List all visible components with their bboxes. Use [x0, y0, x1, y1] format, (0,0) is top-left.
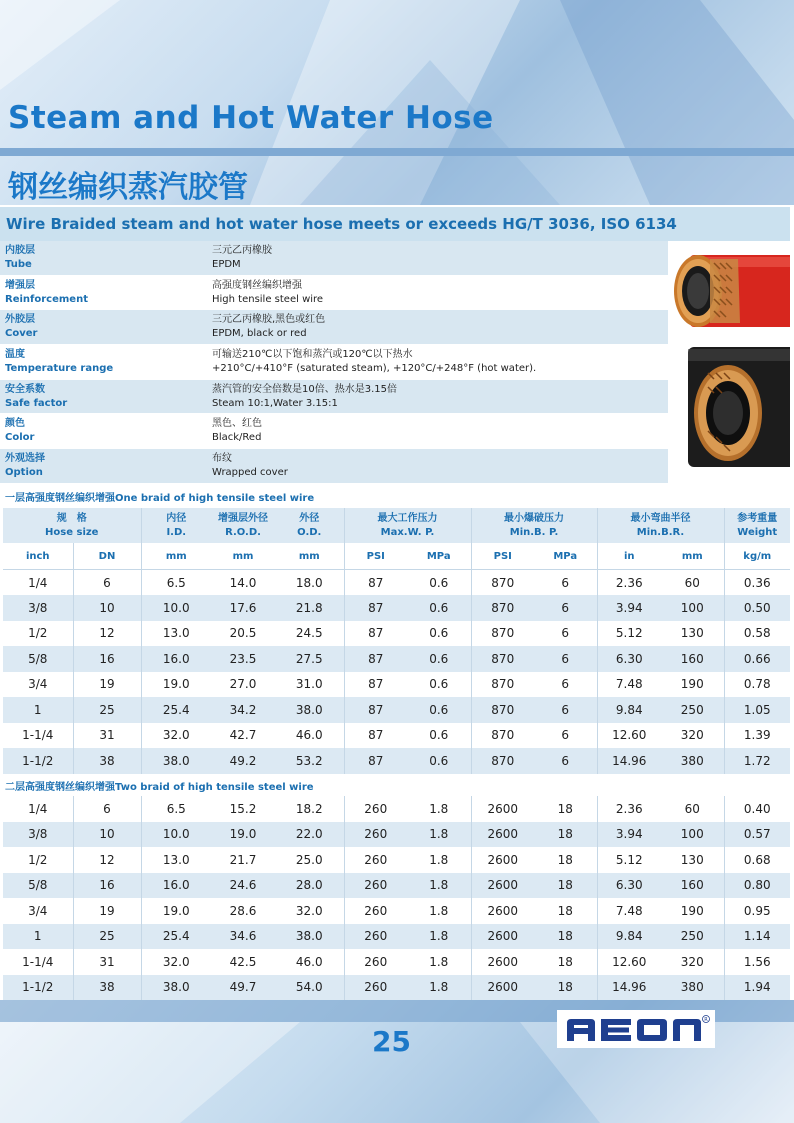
table-cell: 6 — [534, 723, 597, 749]
spec-label — [5, 244, 35, 272]
table-cell: 260 — [344, 873, 407, 899]
spec-list — [0, 241, 668, 484]
spec-row-tube — [0, 241, 668, 276]
spec-label-en: Reinforcement — [5, 293, 88, 305]
table-row — [3, 595, 790, 621]
spec-label-cn: 增强层 — [5, 279, 35, 291]
table-cell: 25.0 — [275, 847, 344, 873]
table-row — [3, 822, 790, 848]
table-cell: 19.0 — [211, 822, 275, 848]
table-cell: 2600 — [471, 796, 534, 822]
page-title-chinese: 钢丝编织蒸汽胶管 — [8, 170, 248, 205]
table-cell: 27.0 — [211, 672, 275, 698]
table-cell: 0.80 — [724, 873, 790, 899]
table-cell: 2.36 — [597, 796, 661, 822]
table-cell: 9.84 — [597, 697, 661, 723]
table-cell: 0.50 — [724, 595, 790, 621]
table-cell: 13.0 — [141, 621, 211, 647]
spec-value-en: EPDM — [212, 259, 241, 270]
svg-text:R: R — [704, 1016, 708, 1023]
table-cell: 18 — [534, 873, 597, 899]
aeon-logo-mark — [561, 1013, 711, 1045]
table-cell: 1 — [3, 924, 73, 950]
table-cell: 87 — [344, 723, 407, 749]
table-cell: 5/8 — [3, 873, 73, 899]
table-cell: 31 — [73, 949, 141, 975]
spec-label-en: Tube — [5, 259, 32, 270]
table-cell: 870 — [471, 723, 534, 749]
table-cell: 1.8 — [407, 898, 471, 924]
table-cell: 17.6 — [211, 595, 275, 621]
table-cell: 24.6 — [211, 873, 275, 899]
table-cell: 87 — [344, 621, 407, 647]
table-cell: 0.6 — [407, 672, 471, 698]
table-cell: 870 — [471, 646, 534, 672]
table-cell: 260 — [344, 975, 407, 1001]
table-cell: 38.0 — [141, 748, 211, 774]
table-cell: 160 — [661, 646, 724, 672]
red-hose-icon — [674, 255, 790, 327]
table-cell: 12.60 — [597, 949, 661, 975]
table-cell: 53.2 — [275, 748, 344, 774]
page-title: Steam and Hot Water Hose — [8, 100, 494, 136]
table-cell: 6 — [73, 570, 141, 596]
table-cell: 18 — [534, 847, 597, 873]
table-cell: 6 — [73, 796, 141, 822]
table-cell: 87 — [344, 748, 407, 774]
id-header: 内径 I.D. — [141, 508, 211, 543]
table-cell: 1/4 — [3, 570, 73, 596]
spec-label-en: Temperature range — [5, 363, 114, 375]
unit-cell: mm — [661, 543, 724, 570]
table-cell: 19 — [73, 672, 141, 698]
table-cell: 14.96 — [597, 975, 661, 1001]
one-braid-table — [3, 508, 790, 774]
table-cell: 10.0 — [141, 822, 211, 848]
table-cell: 1/4 — [3, 796, 73, 822]
table-cell: 12.60 — [597, 723, 661, 749]
spec-value-en: Steam 10:1,Water 3.15:1 — [212, 397, 338, 409]
spec-label-cn: 外胶层 — [5, 314, 35, 326]
table-cell: 60 — [661, 570, 724, 596]
table-header-row — [3, 508, 790, 543]
table-cell: 3/8 — [3, 822, 73, 848]
table-cell: 12 — [73, 621, 141, 647]
unit-cell: MPa — [534, 543, 597, 570]
table-cell: 1-1/4 — [3, 949, 73, 975]
table-cell: 18.2 — [275, 796, 344, 822]
table-cell: 6.5 — [141, 570, 211, 596]
spec-value-en: EPDM, black or red — [212, 328, 307, 340]
spec-row-temperature — [0, 345, 668, 380]
table-cell: 10 — [73, 595, 141, 621]
two-braid-table — [3, 796, 790, 1000]
table-cell: 19.0 — [141, 672, 211, 698]
table-cell: 14.96 — [597, 748, 661, 774]
spec-label-en: Cover — [5, 328, 38, 340]
table-cell: 190 — [661, 898, 724, 924]
table-row — [3, 873, 790, 899]
spec-value-en: +210°C/+410°F (saturated steam), +120°C/+248°F (hot water). — [212, 363, 537, 375]
table-cell: 87 — [344, 672, 407, 698]
spec-value-en: Wrapped cover — [212, 467, 288, 479]
table-cell: 250 — [661, 697, 724, 723]
spec-value-cn: 三元乙丙橡胶,黑色或红色 — [212, 314, 326, 326]
table-cell: 0.6 — [407, 570, 471, 596]
unit-cell: mm — [141, 543, 211, 570]
spec-label — [5, 348, 113, 376]
table-cell: 42.7 — [211, 723, 275, 749]
table-cell: 12 — [73, 847, 141, 873]
spec-value-en: High tensile steel wire — [212, 293, 324, 305]
table-cell: 1/2 — [3, 847, 73, 873]
table-cell: 38.0 — [141, 975, 211, 1001]
table-cell: 46.0 — [275, 949, 344, 975]
table-row — [3, 748, 790, 774]
table-cell: 1.8 — [407, 975, 471, 1001]
rod-header: 增强层外径 R.O.D. — [211, 508, 275, 543]
spec-label-cn: 温度 — [5, 349, 25, 361]
table-cell: 1.94 — [724, 975, 790, 1001]
table-cell: 260 — [344, 949, 407, 975]
table-cell: 870 — [471, 595, 534, 621]
table-cell: 19.0 — [141, 898, 211, 924]
spec-value-cn: 高强度钢丝编织增强 — [212, 279, 302, 291]
table-cell: 160 — [661, 873, 724, 899]
table-cell: 1.8 — [407, 873, 471, 899]
table-cell: 2600 — [471, 898, 534, 924]
table-cell: 18 — [534, 924, 597, 950]
table-cell: 6 — [534, 672, 597, 698]
table-cell: 6 — [534, 621, 597, 647]
table-cell: 6 — [534, 697, 597, 723]
table-cell: 1.8 — [407, 924, 471, 950]
table-cell: 1.39 — [724, 723, 790, 749]
table-cell: 1-1/2 — [3, 975, 73, 1001]
bend-radius-header: 最小弯曲半径 Min.B.R. — [597, 508, 724, 543]
table-row — [3, 646, 790, 672]
table-cell: 21.8 — [275, 595, 344, 621]
table-cell: 32.0 — [141, 949, 211, 975]
table-cell: 6 — [534, 646, 597, 672]
spec-label-cn: 安全系数 — [5, 383, 45, 395]
table-cell: 19 — [73, 898, 141, 924]
table-cell: 2.36 — [597, 570, 661, 596]
one-braid-table-body — [3, 570, 790, 774]
unit-cell: mm — [275, 543, 344, 570]
table-cell: 15.2 — [211, 796, 275, 822]
table-cell: 870 — [471, 748, 534, 774]
table-cell: 870 — [471, 621, 534, 647]
table-cell: 18 — [534, 822, 597, 848]
table-cell: 0.95 — [724, 898, 790, 924]
table-cell: 87 — [344, 595, 407, 621]
table-cell: 320 — [661, 949, 724, 975]
table-cell: 24.5 — [275, 621, 344, 647]
table-cell: 260 — [344, 796, 407, 822]
page-number: 25 — [372, 1025, 411, 1058]
working-pressure-header: 最大工作压力 Max.W. P. — [344, 508, 471, 543]
table-cell: 87 — [344, 646, 407, 672]
table-cell: 0.6 — [407, 723, 471, 749]
table-cell: 1-1/4 — [3, 723, 73, 749]
spec-value-cn: 三元乙丙橡胶 — [212, 245, 272, 256]
table-cell: 0.6 — [407, 621, 471, 647]
table-cell: 3/4 — [3, 898, 73, 924]
table-cell: 1/2 — [3, 621, 73, 647]
table-cell: 28.0 — [275, 873, 344, 899]
table-row — [3, 570, 790, 596]
spec-label-en: Option — [5, 467, 43, 479]
table-cell: 3/8 — [3, 595, 73, 621]
table-cell: 34.6 — [211, 924, 275, 950]
table-cell: 1.8 — [407, 796, 471, 822]
table-cell: 16 — [73, 873, 141, 899]
table-cell: 0.6 — [407, 697, 471, 723]
table-cell: 870 — [471, 697, 534, 723]
unit-cell: PSI — [344, 543, 407, 570]
table-cell: 260 — [344, 898, 407, 924]
spec-row-option — [0, 449, 668, 484]
table-cell: 100 — [661, 822, 724, 848]
table-cell: 38.0 — [275, 697, 344, 723]
spec-value-cn: 蒸汽管的安全倍数是10倍、热水是3.15倍 — [212, 383, 397, 395]
subtitle-banner: Wire Braided steam and hot water hose meets or exceeds HG/T 3036, ISO 6134 — [0, 207, 790, 241]
table-cell: 320 — [661, 723, 724, 749]
spec-value — [212, 348, 536, 376]
table-cell: 9.84 — [597, 924, 661, 950]
units-row — [3, 543, 790, 570]
spec-value — [212, 244, 272, 272]
section-label-two-braid: 二层高强度钢丝编织增强Two braid of high tensile steel wire — [5, 782, 314, 793]
table-cell: 2600 — [471, 949, 534, 975]
table-cell: 0.6 — [407, 595, 471, 621]
table-cell: 25 — [73, 697, 141, 723]
table-cell: 21.7 — [211, 847, 275, 873]
table-cell: 0.40 — [724, 796, 790, 822]
table-cell: 25.4 — [141, 697, 211, 723]
table-cell: 0.6 — [407, 646, 471, 672]
table-cell: 250 — [661, 924, 724, 950]
table-row — [3, 723, 790, 749]
table-cell: 25 — [73, 924, 141, 950]
table-cell: 38 — [73, 748, 141, 774]
hose-size-header: 规 格 Hose size — [3, 508, 141, 543]
unit-cell: inch — [3, 543, 73, 570]
od-header: 外径 O.D. — [275, 508, 344, 543]
table-cell: 16 — [73, 646, 141, 672]
table-cell: 22.0 — [275, 822, 344, 848]
spec-value — [212, 452, 288, 480]
table-cell: 5.12 — [597, 621, 661, 647]
spec-value-cn: 可输送210℃以下饱和蒸汽或120℃以下热水 — [212, 349, 413, 361]
aeon-logo — [557, 1010, 715, 1048]
table-cell: 1.56 — [724, 949, 790, 975]
table-cell: 10.0 — [141, 595, 211, 621]
table-cell: 100 — [661, 595, 724, 621]
table-cell: 25.4 — [141, 924, 211, 950]
table-cell: 42.5 — [211, 949, 275, 975]
table-cell: 13.0 — [141, 847, 211, 873]
table-cell: 3/4 — [3, 672, 73, 698]
table-cell: 34.2 — [211, 697, 275, 723]
table-cell: 1.8 — [407, 949, 471, 975]
table-cell: 18 — [534, 975, 597, 1001]
unit-cell: mm — [211, 543, 275, 570]
table-cell: 1.05 — [724, 697, 790, 723]
table-cell: 20.5 — [211, 621, 275, 647]
table-cell: 2600 — [471, 975, 534, 1001]
spec-value — [212, 313, 325, 341]
table-cell: 260 — [344, 822, 407, 848]
table-cell: 6 — [534, 595, 597, 621]
table-cell: 54.0 — [275, 975, 344, 1001]
black-hose-icon — [688, 347, 790, 467]
table-cell: 32.0 — [275, 898, 344, 924]
two-braid-table-body — [3, 796, 790, 1000]
table-cell: 3.94 — [597, 822, 661, 848]
weight-header: 参考重量 Weight — [724, 508, 790, 543]
table-cell: 23.5 — [211, 646, 275, 672]
table-cell: 60 — [661, 796, 724, 822]
table-cell: 0.58 — [724, 621, 790, 647]
spec-row-reinforcement — [0, 276, 668, 311]
table-cell: 6 — [534, 748, 597, 774]
table-cell: 7.48 — [597, 672, 661, 698]
spec-label-cn: 内胶层 — [5, 245, 35, 256]
unit-cell: DN — [73, 543, 141, 570]
table-cell: 380 — [661, 748, 724, 774]
table-cell: 870 — [471, 672, 534, 698]
table-cell: 130 — [661, 621, 724, 647]
table-row — [3, 697, 790, 723]
table-cell: 49.7 — [211, 975, 275, 1001]
table-row — [3, 847, 790, 873]
table-cell: 0.68 — [724, 847, 790, 873]
table-cell: 31 — [73, 723, 141, 749]
table-cell: 38 — [73, 975, 141, 1001]
table-cell: 1 — [3, 697, 73, 723]
table-cell: 14.0 — [211, 570, 275, 596]
table-cell: 31.0 — [275, 672, 344, 698]
table-cell: 0.6 — [407, 748, 471, 774]
table-cell: 18 — [534, 949, 597, 975]
table-cell: 130 — [661, 847, 724, 873]
table-cell: 16.0 — [141, 646, 211, 672]
table-cell: 2600 — [471, 822, 534, 848]
table-cell: 2600 — [471, 924, 534, 950]
spec-row-safe-factor — [0, 380, 668, 415]
table-cell: 18 — [534, 898, 597, 924]
table-cell: 380 — [661, 975, 724, 1001]
spec-value-cn: 布纹 — [212, 453, 232, 465]
unit-cell: kg/m — [724, 543, 790, 570]
spec-label — [5, 452, 45, 480]
table-cell: 0.57 — [724, 822, 790, 848]
table-cell: 6.30 — [597, 873, 661, 899]
table-row — [3, 975, 790, 1001]
table-row — [3, 949, 790, 975]
table-cell: 260 — [344, 847, 407, 873]
header-stripe — [0, 148, 794, 156]
table-cell: 18.0 — [275, 570, 344, 596]
table-cell: 1.8 — [407, 847, 471, 873]
table-cell: 38.0 — [275, 924, 344, 950]
table-cell: 32.0 — [141, 723, 211, 749]
table-cell: 2600 — [471, 847, 534, 873]
unit-cell: in — [597, 543, 661, 570]
unit-cell: PSI — [471, 543, 534, 570]
table-cell: 3.94 — [597, 595, 661, 621]
spec-label-cn: 颜色 — [5, 418, 25, 430]
table-cell: 1.72 — [724, 748, 790, 774]
spec-row-color — [0, 414, 668, 449]
table-cell: 7.48 — [597, 898, 661, 924]
table-cell: 1.8 — [407, 822, 471, 848]
table-cell: 1-1/2 — [3, 748, 73, 774]
table-cell: 27.5 — [275, 646, 344, 672]
table-cell: 260 — [344, 924, 407, 950]
section-label-one-braid: 一层高强度钢丝编织增强One braid of high tensile steel wire — [5, 493, 315, 504]
table-cell: 28.6 — [211, 898, 275, 924]
table-cell: 16.0 — [141, 873, 211, 899]
table-cell: 190 — [661, 672, 724, 698]
spec-label — [5, 313, 37, 341]
table-row — [3, 672, 790, 698]
table-cell: 6.5 — [141, 796, 211, 822]
spec-value — [212, 417, 262, 445]
table-cell: 18 — [534, 796, 597, 822]
spec-value — [212, 383, 397, 411]
table-cell: 46.0 — [275, 723, 344, 749]
spec-label-en: Color — [5, 432, 35, 444]
table-cell: 0.36 — [724, 570, 790, 596]
table-cell: 5/8 — [3, 646, 73, 672]
spec-label — [5, 279, 88, 307]
hose-illustration — [668, 241, 790, 485]
table-cell: 0.66 — [724, 646, 790, 672]
table-cell: 870 — [471, 570, 534, 596]
table-cell: 10 — [73, 822, 141, 848]
table-row — [3, 621, 790, 647]
hose-product-image — [668, 241, 790, 485]
spec-value-en: Black/Red — [212, 432, 262, 444]
spec-label-en: Safe factor — [5, 397, 68, 409]
table-row — [3, 796, 790, 822]
burst-pressure-header: 最小爆破压力 Min.B. P. — [471, 508, 597, 543]
table-cell: 87 — [344, 697, 407, 723]
table-cell: 1.14 — [724, 924, 790, 950]
table-cell: 6 — [534, 570, 597, 596]
spec-row-cover — [0, 310, 668, 345]
table-cell: 6.30 — [597, 646, 661, 672]
spec-label — [5, 383, 67, 411]
table-cell: 2600 — [471, 873, 534, 899]
spec-value-cn: 黑色、红色 — [212, 418, 262, 430]
table-row — [3, 924, 790, 950]
spec-value — [212, 279, 323, 307]
spec-label-cn: 外观选择 — [5, 453, 45, 465]
spec-label — [5, 417, 34, 445]
table-cell: 49.2 — [211, 748, 275, 774]
table-row — [3, 898, 790, 924]
table-cell: 87 — [344, 570, 407, 596]
table-cell: 0.78 — [724, 672, 790, 698]
table-cell: 5.12 — [597, 847, 661, 873]
unit-cell: MPa — [407, 543, 471, 570]
